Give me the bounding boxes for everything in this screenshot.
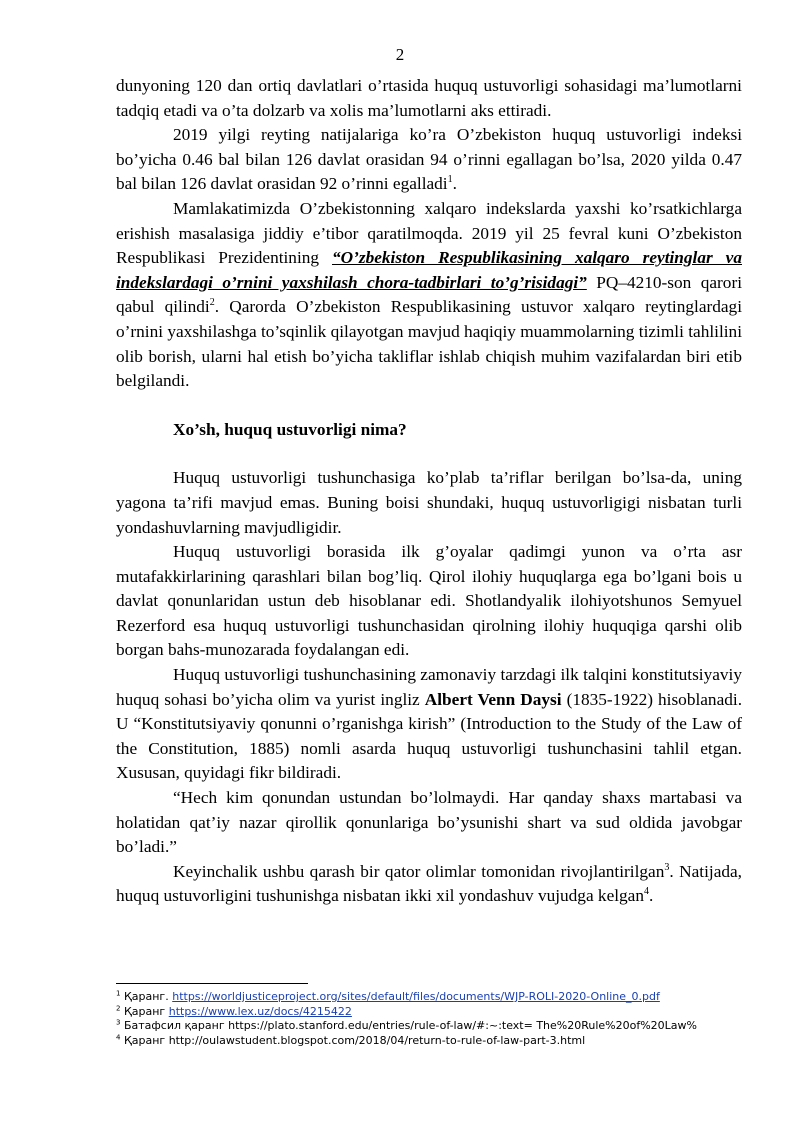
footnote-ref-2[interactable]: 2 <box>209 297 215 309</box>
footnote-number: 3 <box>116 1018 121 1027</box>
footnote-prefix: Қаранг <box>123 1004 169 1018</box>
footnote-separator <box>116 983 308 984</box>
footnote-number: 2 <box>116 1003 121 1012</box>
paragraph-8 <box>116 860 742 909</box>
footnotes <box>116 990 756 1048</box>
footnote-4 <box>116 1034 756 1049</box>
paragraph-6 <box>116 663 742 786</box>
paragraph-4: Huquq ustuvorligi tushunchasiga ko’plab ta’riflar berilgan bo’lsa-da, uning yagona ta’rifi mavjud emas. Buning boisi shundaki, huquq ustuvorligigi nisbatan turli yondashuvlarning mavjudligidir. <box>116 468 742 537</box>
page-number: 2 <box>395 45 405 64</box>
paragraph-2-text: 2019 yilgi reyting natijalariga ko’ra O’zbekiston huquq ustuvorligi indeksi bo’yicha 0.46 bal bilan 126 davlat orasidan 94 o’rinni egallagan bo’lsa, 2020 yilda 0.47 bal bilan 126 davlat orasidan 92 o’rinni egalladi <box>116 125 742 194</box>
paragraph-2 <box>116 123 742 197</box>
footnote-text: Қаранг http://oulawstudent.blogspot.com/2018/04/return-to-rule-of-law-part-3.html <box>123 1033 586 1047</box>
footnote-link[interactable]: https://www.lex.uz/docs/4215422 <box>168 1004 352 1018</box>
footnote-prefix: Қаранг. <box>123 990 173 1003</box>
document-body <box>116 74 742 909</box>
footnote-number: 4 <box>116 1032 121 1041</box>
decree-title: “O’zbekiston Respublikasining xalqaro reytinglar va indekslardagi o’rnini yaxshilash chora-tadbirlari to’g’risidagi” <box>116 248 742 292</box>
author-name: Albert Venn Daysi <box>424 689 562 709</box>
footnote-ref-1[interactable]: 1 <box>447 174 453 186</box>
paragraph-3 <box>116 197 742 394</box>
footnote-ref-3[interactable]: 3 <box>664 862 670 874</box>
footnote-link[interactable]: https://worldjusticeproject.org/sites/default/files/documents/WJP-ROLI-2020-Online_0.pdf <box>172 990 660 1003</box>
paragraph-3-text-b: PQ–4210-son qarori qabul qilindi <box>116 272 742 317</box>
paragraph-6-text-a: Huquq ustuvorligi tushunchasining zamonaviy tarzdagi ilk talqini konstitutsiyaviy huquq sohasi bo’yicha olim va yurist ingliz <box>116 665 742 709</box>
footnote-1 <box>116 990 756 1005</box>
paragraph-3-text-c: . Qarorda O’zbekiston Respublikasining ustuvor xalqaro reytinglardagi o’rnini yaxshilashga to’sqinlik qilayotgan mavjud haqiqiy muammolarning tizimli tahlilini olib borish, ularni hal etish bo’yicha takliflar ishlab chiqish muhim vazifalardan biri etib belgilandi. <box>116 297 742 391</box>
paragraph-8-text-c: . <box>649 886 654 906</box>
footnote-ref-4[interactable]: 4 <box>644 886 649 898</box>
paragraph-6-text-b: (1835-1922) hisoblanadi. U “Konstitutsiyaviy qonunni o’rganishga kirish” (Introduction to the Study of the Law of the Constitution, 1885) nomli asarda huquq ustuvorligi tushunchasini tahlil etgan. Xususan, quyidagi fikr bildiradi. <box>116 689 743 783</box>
footnote-3 <box>116 1019 756 1034</box>
section-heading: Xo’sh, huquq ustuvorligi nima? <box>173 419 407 439</box>
paragraph-8-text-b: . Natijada, huquq ustuvorligini tushunishga nisbatan ikki xil yondashuv vujudga kelgan <box>116 861 742 906</box>
paragraph-1: dunyoning 120 dan ortiq davlatlari o’rtasida huquq ustuvorligi sohasidagi ma’lumotlarni tadqiq etadi va o’ta dolzarb va xolis ma’lumotlarni aks ettiradi. <box>116 76 742 120</box>
footnote-text: Батафсил қаранг https://plato.stanford.edu/entries/rule-of-law/#:~:text= The%20Rule%20of%20Law% <box>123 1019 697 1032</box>
footnote-number: 1 <box>116 989 121 998</box>
paragraph-8-text-a: Keyinchalik ushbu qarash bir qator olimlar tomonidan rivojlantirilgan <box>173 861 665 881</box>
footnote-2 <box>116 1005 756 1020</box>
paragraph-5: Huquq ustuvorligi borasida ilk g’oyalar qadimgi yunon va o’rta asr mutafakkirlarining qarashlari bilan bog’liq. Qirol ilohiy huquqlarga ega bo’lgani bois u davlat qonunlaridan ustun deb hisoblanar edi. Shotlandyalik ilohiyotshunos Semyuel Rezerford esa huquq ustuvorligi tushunchasidan qirolning ilohiy huquqiga qarshi olib borgan bahs-munozarada foydalangan edi. <box>116 542 742 660</box>
quote-paragraph: “Hech kim qonundan ustundan bo’lolmaydi. Har qanday shaxs martabasi va holatidan qat’iy nazar qirollik qonunlariga bo’ysunishi shart va sud oldida javobgar bo’ladi.” <box>116 788 742 857</box>
paragraph-3-text-a: Mamlakatimizda O’zbekistonning xalqaro indekslarda yaxshi ko’rsatkichlarga erishish masalasiga jiddiy e’tibor qaratilmoqda. 2019 yil 25 fevral kuni O’zbekiston Respublikasi Prezidentining <box>116 198 742 268</box>
paragraph-2-end: . <box>452 174 457 194</box>
